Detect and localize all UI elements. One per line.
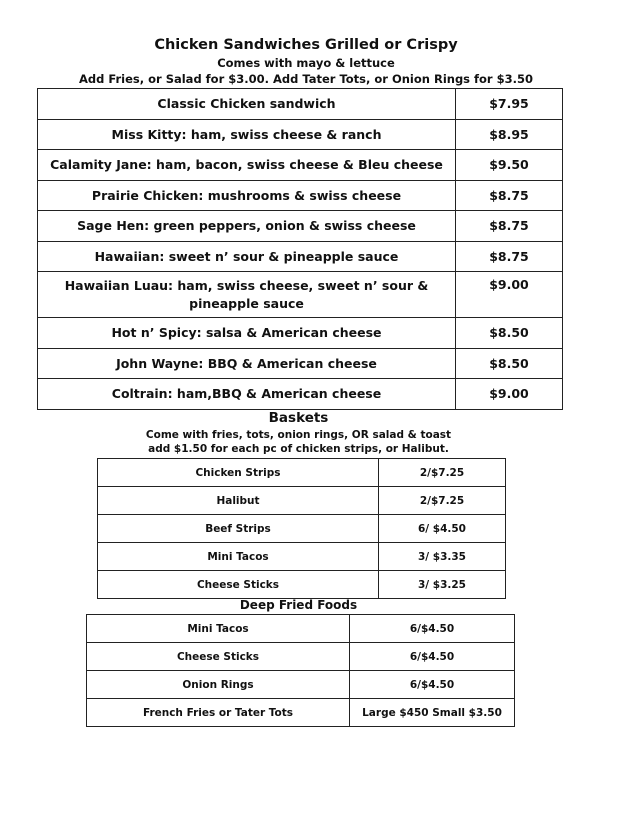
item-name: Cheese Sticks — [87, 643, 350, 671]
item-name: Miss Kitty: ham, swiss cheese & ranch — [38, 119, 456, 150]
item-name: Calamity Jane: ham, bacon, swiss cheese & Bleu cheese — [38, 150, 456, 181]
item-price: $9.50 — [456, 150, 563, 181]
item-name: Mini Tacos — [98, 543, 379, 571]
table-row — [87, 671, 515, 699]
item-price: $8.75 — [456, 241, 563, 272]
item-name: Hawaiian Luau: ham, swiss cheese, sweet n’ sour & pineapple sauce — [38, 272, 456, 318]
item-name: Sage Hen: green peppers, onion & swiss cheese — [38, 211, 456, 242]
menu-title: Chicken Sandwiches Grilled or Crispy — [154, 37, 458, 53]
menu-subtitle: Comes with mayo & lettuce — [217, 56, 395, 70]
item-price: $8.50 — [456, 318, 563, 349]
item-price: 2/$7.25 — [379, 487, 506, 515]
baskets-note: add $1.50 for each pc of chicken strips, or Halibut. — [148, 443, 449, 455]
table-row — [98, 515, 506, 543]
item-name: Hot n’ Spicy: salsa & American cheese — [38, 318, 456, 349]
item-name: Classic Chicken sandwich — [38, 89, 456, 120]
table-row — [87, 699, 515, 727]
table-row — [38, 348, 563, 379]
item-name: Beef Strips — [98, 515, 379, 543]
item-price: 6/$4.50 — [350, 643, 515, 671]
sandwich-table — [37, 88, 563, 410]
item-price: $9.00 — [456, 272, 563, 318]
item-name: Cheese Sticks — [98, 571, 379, 599]
table-row — [38, 119, 563, 150]
item-price: $9.00 — [456, 379, 563, 410]
table-row — [98, 543, 506, 571]
item-price: 3/ $3.35 — [379, 543, 506, 571]
deep-fried-heading: Deep Fried Foods — [239, 598, 358, 612]
table-row — [38, 150, 563, 181]
item-name: Halibut — [98, 487, 379, 515]
item-price: $8.75 — [456, 180, 563, 211]
item-name: Prairie Chicken: mushrooms & swiss cheese — [38, 180, 456, 211]
item-price: 6/$4.50 — [350, 671, 515, 699]
item-name: French Fries or Tater Tots — [87, 699, 350, 727]
item-name: Onion Rings — [87, 671, 350, 699]
table-row — [87, 615, 515, 643]
table-row — [38, 180, 563, 211]
table-row — [98, 459, 506, 487]
table-row — [38, 318, 563, 349]
table-row — [38, 379, 563, 410]
item-price: 6/ $4.50 — [379, 515, 506, 543]
table-row — [38, 272, 563, 318]
table-row — [98, 487, 506, 515]
item-price: 2/$7.25 — [379, 459, 506, 487]
baskets-table — [97, 458, 506, 599]
item-name: Hawaiian: sweet n’ sour & pineapple sauce — [38, 241, 456, 272]
item-name: Chicken Strips — [98, 459, 379, 487]
item-name: John Wayne: BBQ & American cheese — [38, 348, 456, 379]
table-row — [38, 211, 563, 242]
item-name: Coltrain: ham,BBQ & American cheese — [38, 379, 456, 410]
table-row — [38, 89, 563, 120]
baskets-heading: Baskets — [268, 410, 329, 426]
item-price: 3/ $3.25 — [379, 571, 506, 599]
table-row — [98, 571, 506, 599]
addons-note: Add Fries, or Salad for $3.00. Add Tater Tots, or Onion Rings for $3.50 — [79, 72, 533, 86]
baskets-note: Come with fries, tots, onion rings, OR salad & toast — [145, 429, 452, 441]
table-row — [38, 241, 563, 272]
item-price: $8.50 — [456, 348, 563, 379]
item-price: $8.75 — [456, 211, 563, 242]
item-name: Mini Tacos — [87, 615, 350, 643]
item-price: 6/$4.50 — [350, 615, 515, 643]
deep-fried-table — [86, 614, 515, 727]
table-row — [87, 643, 515, 671]
item-price: $8.95 — [456, 119, 563, 150]
item-price: Large $450 Small $3.50 — [350, 699, 515, 727]
item-price: $7.95 — [456, 89, 563, 120]
